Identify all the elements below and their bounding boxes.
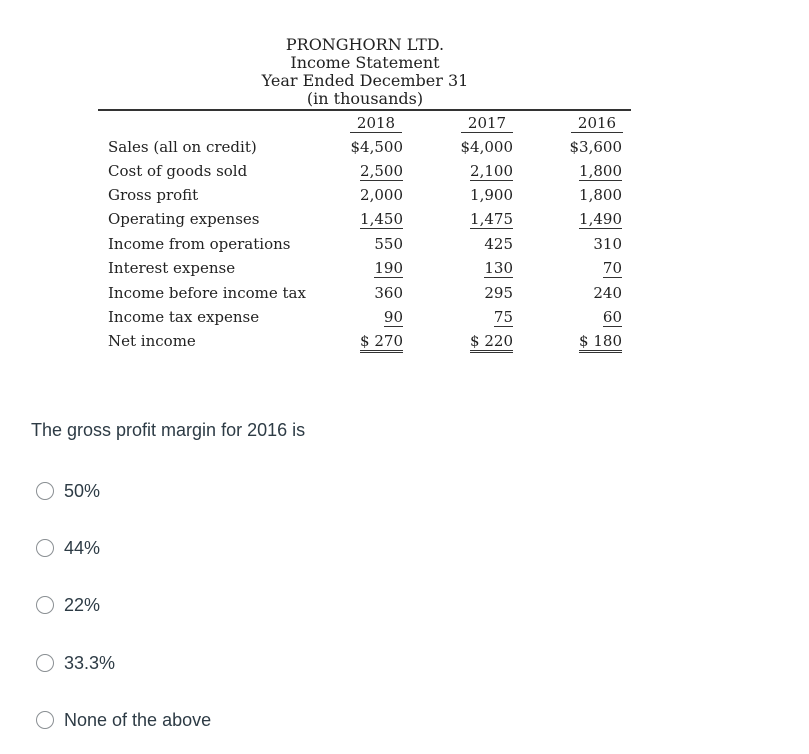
row-label-interest-expense: Interest expense [108,259,236,277]
answer-option-3[interactable] [36,593,100,617]
cell-2016-sales: $3,600 [569,138,622,156]
cell-2018-operating-expenses: 1,450 [360,210,403,228]
row-label-income-tax: Income tax expense [108,308,260,326]
cell-2016-cogs: 1,800 [579,162,622,180]
cell-2016-income-before-tax: 240 [593,284,622,302]
statement-period: Year Ended December 31 [261,71,469,90]
cell-2018-cogs: 2,500 [360,162,403,180]
cell-2018-interest-expense: 190 [374,259,403,277]
cell-2017-income-from-operations: 425 [484,235,513,253]
cell-2017-cogs: 2,100 [470,162,513,180]
row-label-net-income: Net income [108,332,196,350]
cell-2017-income-tax: 75 [493,308,513,326]
row-label-income-from-operations: Income from operations [108,235,291,253]
cell-2017-income-before-tax: 295 [484,284,513,302]
statement-title: Income Statement [290,53,440,72]
company-name: PRONGHORN LTD. [285,35,445,54]
cell-2018-income-tax: 90 [383,308,403,326]
cell-2016-operating-expenses: 1,490 [579,210,622,228]
radio-button-icon[interactable] [36,596,54,614]
row-label-cogs: Cost of goods sold [108,162,248,180]
radio-button-icon[interactable] [36,711,54,729]
cell-2018-net-income: $ 270 [360,332,403,353]
cell-2018-sales: $4,500 [350,138,403,156]
row-label-income-before-tax: Income before income tax [108,284,306,302]
cell-2017-net-income: $ 220 [470,332,513,353]
answer-option-1[interactable] [36,479,100,503]
cell-2016-gross-profit: 1,800 [579,186,622,204]
row-label-gross-profit: Gross profit [108,186,199,204]
answer-option-label: 22% [64,595,101,615]
cell-2016-net-income: $ 180 [579,332,622,353]
cell-2017-sales: $4,000 [460,138,513,156]
answer-option-2[interactable] [36,536,100,560]
radio-button-icon[interactable] [36,539,54,557]
year-2016-header: 2016 [571,114,623,133]
cell-2016-income-from-operations: 310 [593,235,622,253]
cell-2016-income-tax: 60 [602,308,622,326]
answer-option-label: 33.3% [64,653,116,673]
cell-2017-operating-expenses: 1,475 [470,210,513,228]
year-2018-header: 2018 [350,114,402,133]
answer-option-4[interactable] [36,651,115,675]
cell-2018-income-before-tax: 360 [374,284,403,302]
answer-option-label: 50% [64,481,101,501]
cell-2017-gross-profit: 1,900 [470,186,513,204]
year-2017-header: 2017 [461,114,513,133]
cell-2017-interest-expense: 130 [484,259,513,277]
statement-units: (in thousands) [306,89,424,108]
answer-option-label: None of the above [64,710,212,730]
question-text: The gross profit margin for 2016 is [31,420,306,440]
radio-button-icon[interactable] [36,482,54,500]
row-label-sales: Sales (all on credit) [108,138,257,156]
radio-button-icon[interactable] [36,654,54,672]
cell-2016-interest-expense: 70 [602,259,622,277]
answer-option-5[interactable] [36,708,211,732]
header-rule [98,109,631,111]
cell-2018-income-from-operations: 550 [374,235,403,253]
row-label-operating-expenses: Operating expenses [108,210,260,228]
answer-option-label: 44% [64,538,101,558]
cell-2018-gross-profit: 2,000 [360,186,403,204]
